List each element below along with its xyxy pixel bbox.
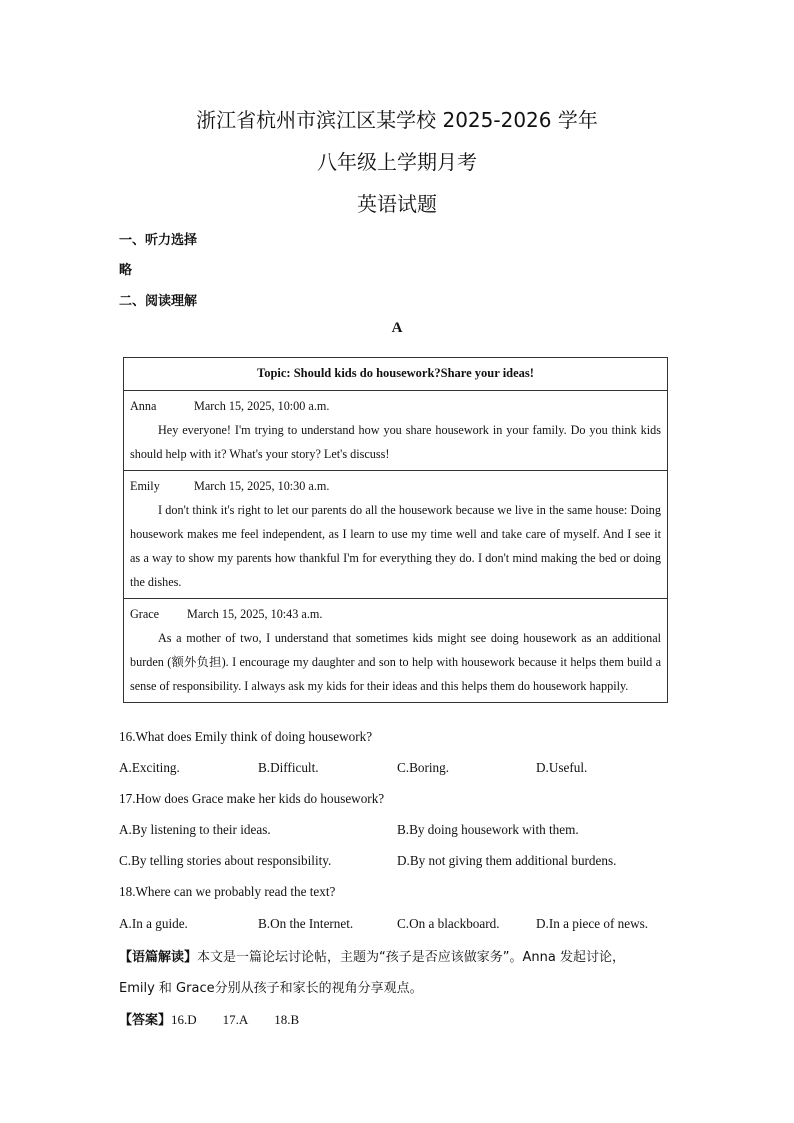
question-17-option-a: A.By listening to their ideas. (119, 822, 271, 837)
section-listening-title: 一、听力选择 (119, 233, 198, 248)
post-text: I don't think it's right to let our parents do all the housework because we live in the same house: Doing housework makes me feel independent, as I learn to use my time well and take care of myself. And I see it as a way to show my parents how thankful I'm for everything they do. I don't mind making the bed or doing the dishes. (130, 503, 661, 589)
question-16-option-d: D.Useful. (536, 760, 588, 775)
passage-analysis-line2: Emily 和 Grace分别从孩子和家长的视角分享观点。 (119, 981, 423, 996)
passage-analysis-line1 (119, 946, 625, 965)
question-17-stem: 17.How does Grace make her kids do housework? (119, 791, 385, 806)
question-18-stem: 18.Where can we probably read the text? (119, 884, 336, 899)
analysis-text-1: 本文是一篇论坛讨论帖，主题为“孩子是否应该做家务”。Anna 发起讨论， (197, 950, 625, 965)
forum-topic: Topic: Should kids do housework?Share your ideas! (124, 358, 668, 391)
analysis-label: 【语篇解读】 (119, 950, 198, 965)
forum-post (124, 471, 668, 599)
question-16-option-b: B.Difficult. (258, 760, 319, 775)
answer-label: 【答案】 (119, 1013, 172, 1028)
forum-post (124, 391, 668, 471)
post-author: Anna (130, 399, 157, 413)
answer-16: 16.D (171, 1012, 197, 1027)
question-17-option-d: D.By not giving them additional burdens. (397, 853, 617, 868)
exam-title-subject: 英语试题 (357, 192, 437, 216)
question-16-option-a: A.Exciting. (119, 760, 180, 775)
answer-key (119, 1009, 299, 1028)
question-18-option-a: A.In a guide. (119, 916, 188, 931)
post-author: Emily (130, 479, 160, 493)
question-16-option-c: C.Boring. (397, 760, 450, 775)
post-author: Grace (130, 607, 160, 621)
post-timestamp: March 15, 2025, 10:43 a.m. (187, 607, 323, 621)
answer-18: 18.B (274, 1012, 300, 1027)
question-17-option-c: C.By telling stories about responsibility. (119, 853, 332, 868)
post-timestamp: March 15, 2025, 10:30 a.m. (194, 479, 330, 493)
passage-label: A (391, 320, 403, 336)
question-18-option-b: B.On the Internet. (258, 916, 354, 931)
section-reading-title: 二、阅读理解 (119, 294, 198, 309)
question-18-option-d: D.In a piece of news. (536, 916, 649, 931)
section-listening-omitted: 略 (119, 263, 133, 278)
post-text: As a mother of two, I understand that sometimes kids might see doing housework as an additional burden (额外负担). I encourage my daughter and son to help with housework because it helps them build a sense of responsibility. I always ask my kids for their ideas and this helps them do housework happily. (130, 631, 661, 693)
post-text: Hey everyone! I'm trying to understand how you share housework in your family. Do you think kids should help with it? What's your story? Let's discuss! (130, 423, 661, 461)
question-17-option-b: B.By doing housework with them. (397, 822, 579, 837)
exam-title-grade: 八年级上学期月考 (317, 150, 477, 174)
forum-post (124, 599, 668, 703)
post-timestamp: March 15, 2025, 10:00 a.m. (194, 399, 330, 413)
forum-table (123, 357, 668, 703)
question-16-stem: 16.What does Emily think of doing housework? (119, 729, 373, 744)
answer-17: 17.A (222, 1012, 249, 1027)
exam-title-school: 浙江省杭州市滨江区某学校 2025-2026 学年 (196, 108, 598, 132)
question-18-option-c: C.On a blackboard. (397, 916, 500, 931)
